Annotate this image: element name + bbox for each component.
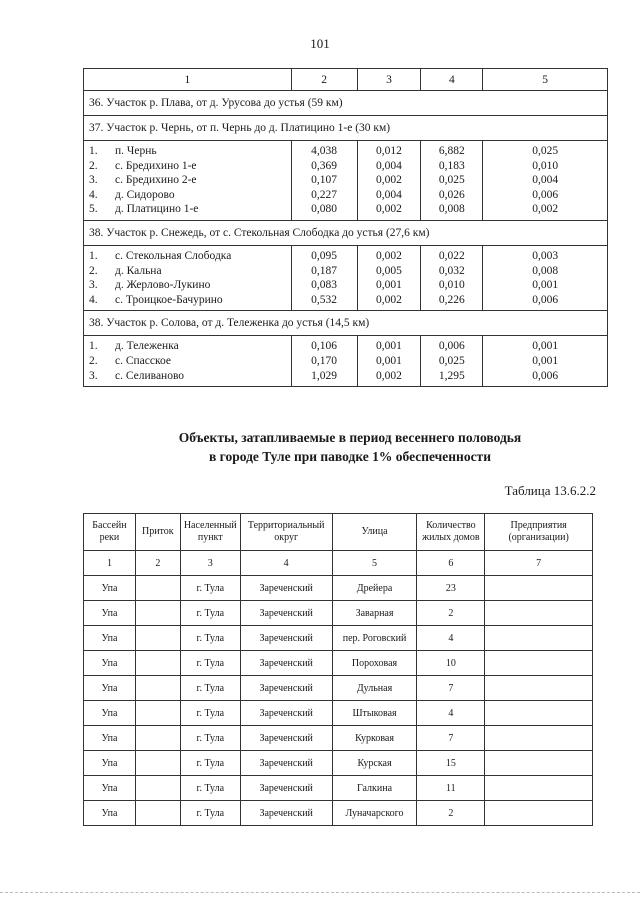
value-cell: 6,882 <box>438 145 465 157</box>
table-cell: Курская <box>332 751 417 776</box>
table-cell <box>485 626 593 651</box>
flooded-objects-table <box>83 513 593 826</box>
settlement-name: с. Бредихино 2-е <box>115 174 197 187</box>
value-cell: 0,025 <box>438 174 465 187</box>
settlement-group <box>84 141 608 221</box>
value-cell: 0,187 <box>311 264 337 277</box>
column-number: 1 <box>84 551 136 576</box>
value-cell: 0,006 <box>438 340 465 353</box>
table-cell: 11 <box>417 776 485 801</box>
table-cell <box>485 576 593 601</box>
value-cell: 0,002 <box>376 293 402 306</box>
table-row <box>84 751 593 776</box>
settlement-item <box>89 202 291 217</box>
settlement-name: д. Жерлово-Лукино <box>115 279 211 292</box>
table-cell: Зареченский <box>240 676 332 701</box>
table-row <box>84 801 593 826</box>
value-cell: 0,226 <box>438 293 465 306</box>
table-cell <box>135 626 180 651</box>
table-cell: Упа <box>84 601 136 626</box>
settlement-name: с. Селиваново <box>115 369 185 382</box>
table-cell: г. Тула <box>180 776 240 801</box>
table-cell <box>135 601 180 626</box>
table-cell: Упа <box>84 751 136 776</box>
item-number: 4. <box>89 293 98 306</box>
settlement-item <box>89 249 291 264</box>
value-cell: 0,025 <box>438 354 465 367</box>
value-cell: 0,003 <box>532 249 559 262</box>
value-cell: 0,080 <box>311 203 337 216</box>
table-cell: Упа <box>84 726 136 751</box>
section-title: 36. Участок р. Плава, от д. Урусова до устья (59 км) <box>84 91 608 116</box>
table-cell: г. Тула <box>180 701 240 726</box>
settlement-item <box>89 369 291 384</box>
column-number: 5 <box>332 551 417 576</box>
value-cell: 0,005 <box>376 264 402 277</box>
table-cell: г. Тула <box>180 626 240 651</box>
value-column-c5 <box>483 336 608 387</box>
table-cell: Пороховая <box>332 651 417 676</box>
item-number: 1. <box>89 249 98 262</box>
item-number: 2. <box>89 159 98 172</box>
column-header: Бассейн реки <box>84 514 136 551</box>
table-cell <box>485 701 593 726</box>
table-cell: 10 <box>417 651 485 676</box>
value-cell: 1,295 <box>438 369 465 382</box>
settlement-name: с. Троицкое-Бачурино <box>115 293 223 306</box>
section-title: 38. Участок р. Снежедь, от с. Стекольная Слободка до устья (27,6 км) <box>84 220 608 245</box>
table-cell: г. Тула <box>180 801 240 826</box>
value-cell: 0,008 <box>438 203 465 216</box>
item-number: 1. <box>89 340 98 353</box>
value-column-c3 <box>357 245 421 310</box>
table-row <box>84 626 593 651</box>
value-cell: 0,002 <box>376 369 402 382</box>
table-cell <box>485 676 593 701</box>
table-cell: пер. Роговский <box>332 626 417 651</box>
column-header: Населенный пункт <box>180 514 240 551</box>
value-column-c4 <box>421 245 483 310</box>
value-cell: 0,227 <box>311 188 337 201</box>
section-heading <box>0 428 640 466</box>
value-column-c5 <box>483 141 608 221</box>
settlement-name: с. Стекольная Слободка <box>115 249 232 262</box>
column-number: 7 <box>485 551 593 576</box>
settlement-name: д. Тележенка <box>115 340 179 353</box>
table-cell: г. Тула <box>180 651 240 676</box>
table-cell <box>135 701 180 726</box>
table-row <box>84 701 593 726</box>
value-column-c2 <box>291 336 357 387</box>
item-number: 2. <box>89 264 98 277</box>
table-cell: Упа <box>84 626 136 651</box>
item-number: 3. <box>89 279 98 292</box>
column-header: Территориальный округ <box>240 514 332 551</box>
table-cell: 2 <box>417 601 485 626</box>
table-cell: Зареченский <box>240 726 332 751</box>
table-cell <box>135 751 180 776</box>
settlement-names <box>84 245 292 310</box>
table-cell <box>485 801 593 826</box>
value-cell: 0,006 <box>532 369 559 382</box>
table-row <box>84 726 593 751</box>
table-row <box>84 576 593 601</box>
table-row <box>84 651 593 676</box>
page-number: 101 <box>310 36 330 51</box>
table-label: Таблица 13.6.2.2 <box>504 483 596 498</box>
value-cell: 0,002 <box>532 203 559 216</box>
table-cell: Зареченский <box>240 626 332 651</box>
table-cell <box>135 776 180 801</box>
settlement-name: д. Платицино 1-е <box>115 203 199 216</box>
table-row <box>84 676 593 701</box>
table-cell: Дульная <box>332 676 417 701</box>
table-cell: 4 <box>417 626 485 651</box>
settlement-item <box>89 144 291 159</box>
settlement-item <box>89 159 291 174</box>
column-number: 2 <box>291 69 357 91</box>
table-cell: Зареченский <box>240 751 332 776</box>
value-cell: 0,010 <box>532 159 559 172</box>
table-header-row <box>84 69 608 91</box>
table-cell: Курковая <box>332 726 417 751</box>
settlement-names <box>84 141 292 221</box>
column-header: Приток <box>135 514 180 551</box>
table-cell: г. Тула <box>180 751 240 776</box>
value-cell: 0,001 <box>532 340 559 353</box>
value-cell: 0,001 <box>376 340 402 353</box>
table-cell: Дрейера <box>332 576 417 601</box>
value-cell: 0,004 <box>376 188 402 201</box>
settlement-item <box>89 354 291 369</box>
table-cell: Упа <box>84 576 136 601</box>
settlement-item <box>89 173 291 188</box>
value-cell: 0,026 <box>438 188 465 201</box>
value-cell: 0,025 <box>532 145 559 157</box>
value-cell: 0,001 <box>532 354 559 367</box>
settlement-item <box>89 278 291 293</box>
table-cell: Луначарского <box>332 801 417 826</box>
settlement-name: с. Спасское <box>115 354 171 367</box>
section-title-row <box>84 311 608 336</box>
value-cell: 0,001 <box>532 279 559 292</box>
table-cell <box>135 576 180 601</box>
value-column-c2 <box>291 245 357 310</box>
value-cell: 0,010 <box>438 279 465 292</box>
column-number-row <box>84 551 593 576</box>
item-number: 3. <box>89 369 98 382</box>
column-number: 4 <box>421 69 483 91</box>
value-cell: 0,183 <box>438 159 465 172</box>
settlement-names <box>84 336 292 387</box>
value-cell: 0,001 <box>376 279 402 292</box>
table-cell <box>485 601 593 626</box>
table-cell <box>135 676 180 701</box>
table-cell: Заварная <box>332 601 417 626</box>
item-number: 1. <box>89 145 98 157</box>
table-cell: Зареченский <box>240 701 332 726</box>
table-cell: 7 <box>417 726 485 751</box>
settlement-item <box>89 339 291 354</box>
table-cell: Зареченский <box>240 776 332 801</box>
column-number: 3 <box>180 551 240 576</box>
item-number: 5. <box>89 203 98 216</box>
settlement-item <box>89 293 291 308</box>
table-cell <box>135 726 180 751</box>
column-number: 3 <box>357 69 421 91</box>
column-number: 1 <box>84 69 292 91</box>
table-cell: Упа <box>84 701 136 726</box>
settlement-name: с. Бредихино 1-е <box>115 159 197 172</box>
river-sections-table <box>83 68 608 387</box>
table-cell: Упа <box>84 776 136 801</box>
section-title-row <box>84 116 608 141</box>
value-cell: 0,369 <box>311 159 337 172</box>
value-cell: 0,170 <box>311 354 337 367</box>
table-cell: Зареченский <box>240 801 332 826</box>
settlement-name: д. Кальна <box>115 264 162 277</box>
page-bottom-edge <box>0 892 640 893</box>
column-header: Предприятия (организации) <box>485 514 593 551</box>
value-cell: 0,032 <box>438 264 465 277</box>
table-cell: г. Тула <box>180 726 240 751</box>
section-title-row <box>84 220 608 245</box>
table-cell: г. Тула <box>180 676 240 701</box>
column-number: 5 <box>483 69 608 91</box>
item-number: 4. <box>89 188 98 201</box>
column-header: Улица <box>332 514 417 551</box>
value-cell: 0,532 <box>311 293 337 306</box>
value-cell: 0,004 <box>376 159 402 172</box>
value-cell: 0,001 <box>376 354 402 367</box>
table-row <box>84 776 593 801</box>
value-column-c2 <box>291 141 357 221</box>
section-title-row <box>84 91 608 116</box>
table-cell: г. Тула <box>180 601 240 626</box>
column-number: 2 <box>135 551 180 576</box>
table-header-row <box>84 514 593 551</box>
table-cell: Упа <box>84 801 136 826</box>
section-title: 37. Участок р. Чернь, от п. Чернь до д. Платицино 1-е (30 км) <box>84 116 608 141</box>
value-column-c3 <box>357 336 421 387</box>
table-cell <box>485 651 593 676</box>
column-header: Количество жилых домов <box>417 514 485 551</box>
item-number: 3. <box>89 174 98 187</box>
table-cell: Упа <box>84 676 136 701</box>
value-column-c4 <box>421 336 483 387</box>
value-cell: 1,029 <box>311 369 337 382</box>
table-cell: Зареченский <box>240 576 332 601</box>
heading-line-2: в городе Туле при паводке 1% обеспеченности <box>209 449 491 464</box>
value-cell: 0,006 <box>532 188 559 201</box>
value-cell: 0,095 <box>311 249 337 262</box>
table-cell <box>135 651 180 676</box>
value-column-c5 <box>483 245 608 310</box>
table-cell <box>135 801 180 826</box>
column-number: 6 <box>417 551 485 576</box>
value-cell: 0,002 <box>376 174 402 187</box>
value-cell: 4,038 <box>311 145 337 157</box>
settlement-name: д. Сидорово <box>115 188 175 201</box>
value-cell: 0,012 <box>376 145 402 157</box>
value-cell: 0,002 <box>376 203 402 216</box>
table-cell: г. Тула <box>180 576 240 601</box>
settlement-item <box>89 264 291 279</box>
table-cell: 4 <box>417 701 485 726</box>
table-cell: 15 <box>417 751 485 776</box>
table-cell <box>485 726 593 751</box>
table-cell: Штыковая <box>332 701 417 726</box>
table-cell: 2 <box>417 801 485 826</box>
value-cell: 0,002 <box>376 249 402 262</box>
table-cell: Зареченский <box>240 651 332 676</box>
section-title: 38. Участок р. Солова, от д. Тележенка до устья (14,5 км) <box>84 311 608 336</box>
settlement-item <box>89 188 291 203</box>
table-row <box>84 601 593 626</box>
table-cell: Упа <box>84 651 136 676</box>
value-cell: 0,107 <box>311 174 337 187</box>
settlement-name: п. Чернь <box>115 145 157 157</box>
value-cell: 0,006 <box>532 293 559 306</box>
value-column-c4 <box>421 141 483 221</box>
column-number: 4 <box>240 551 332 576</box>
settlement-group <box>84 336 608 387</box>
value-column-c3 <box>357 141 421 221</box>
value-cell: 0,022 <box>438 249 465 262</box>
item-number: 2. <box>89 354 98 367</box>
table-cell: Зареченский <box>240 601 332 626</box>
value-cell: 0,106 <box>311 340 337 353</box>
table-cell: 23 <box>417 576 485 601</box>
value-cell: 0,004 <box>532 174 559 187</box>
settlement-group <box>84 245 608 310</box>
value-cell: 0,008 <box>532 264 559 277</box>
table-cell <box>485 751 593 776</box>
table-cell: 7 <box>417 676 485 701</box>
value-cell: 0,083 <box>311 279 337 292</box>
table-cell: Галкина <box>332 776 417 801</box>
heading-line-1: Объекты, затапливаемые в период весеннего половодья <box>178 430 522 445</box>
table-cell <box>485 776 593 801</box>
